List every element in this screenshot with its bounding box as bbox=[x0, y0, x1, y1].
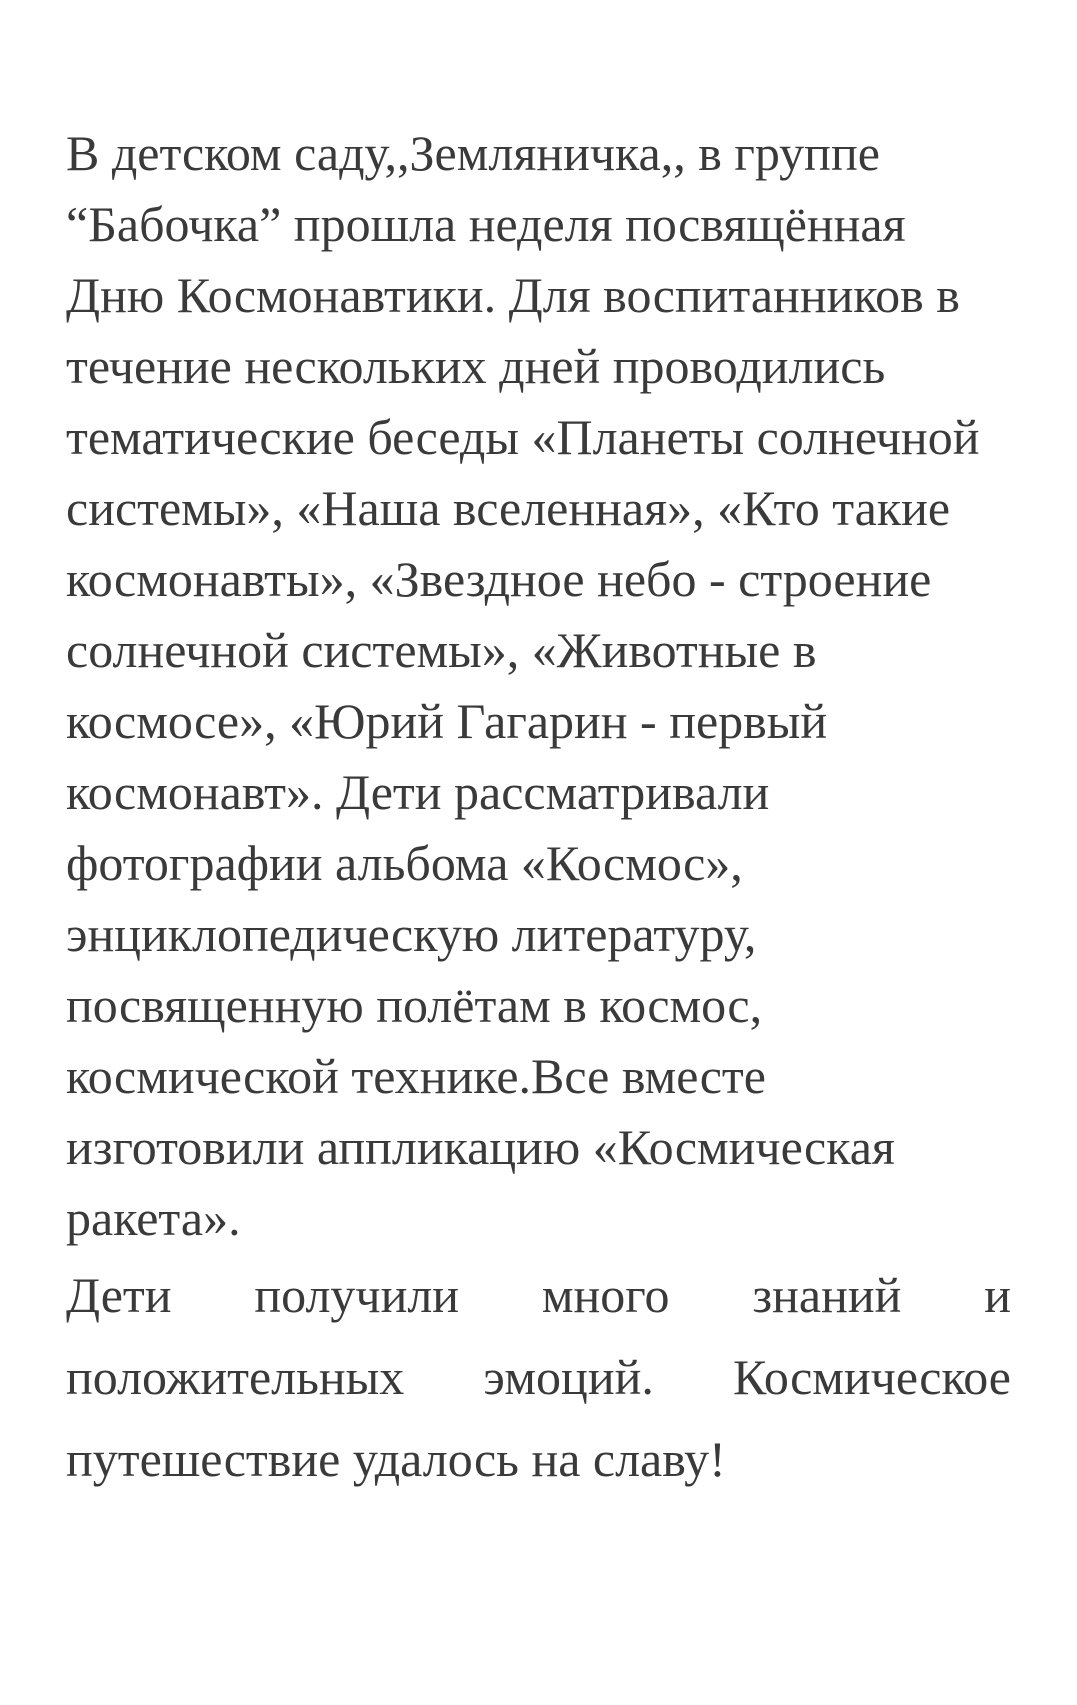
article-body bbox=[66, 118, 1011, 1500]
article-paragraph-1: В детском саду,,Земляничка,, в группе “Бабочка” прошла неделя посвящённая Дню Космонавтики. Для воспитанников в течение нескольких дней проводились тематические беседы «Планеты солнечной системы», «Наша вселенная», «Кто такие космонавты», «Звездное небо - строение солнечной системы», «Животные в космосе», «Юрий Гагарин - первый космонавт». Дети рассматривали фотографии альбома «Космос», энциклопедическую литературу, посвященную полётам в космос, космической технике.Все вместе изготовили аппликацию «Космическая ракета». bbox=[66, 125, 992, 1246]
article-paragraph-2: Дети получили много знаний и положительных эмоций. Космическое путешествие удалось на славу! bbox=[66, 1267, 1011, 1487]
